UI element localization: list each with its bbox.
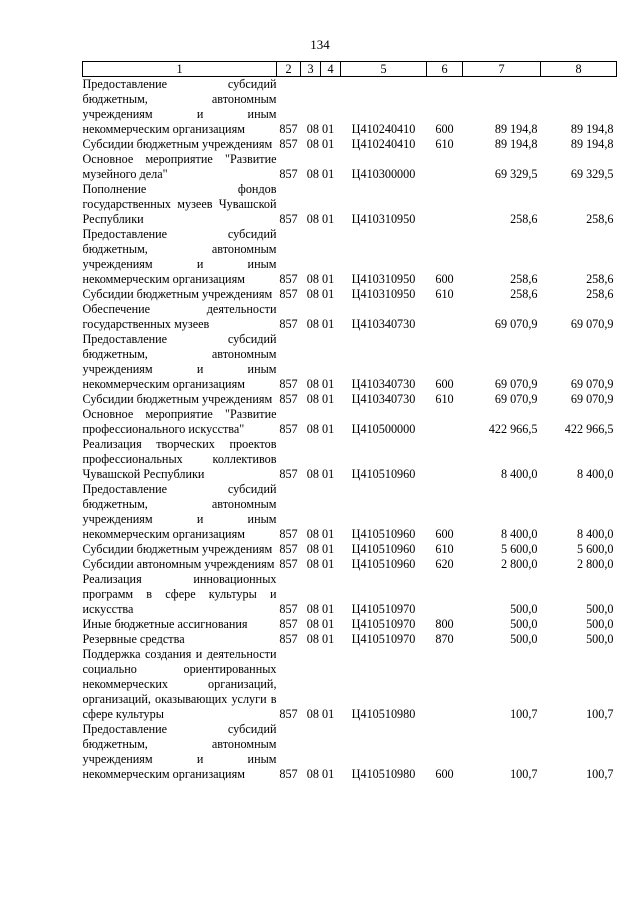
column-number-row xyxy=(83,62,617,77)
row-target-article: Ц410340730 xyxy=(351,377,416,391)
row-name: Иные бюджетные ассигнования xyxy=(82,617,248,631)
table-row xyxy=(83,557,617,572)
row-section-code: 08 01 xyxy=(306,527,335,541)
row-expense-type xyxy=(427,647,463,722)
row-amount-col8: 8 400,0 xyxy=(576,527,614,541)
row-ministry-code: 857 xyxy=(279,137,298,151)
row-section-code: 08 01 xyxy=(306,377,335,391)
row-ministry-code: 857 xyxy=(279,377,298,391)
row-amount-col8: 69 070,9 xyxy=(570,317,614,331)
table-row xyxy=(83,722,617,782)
table-row xyxy=(83,482,617,542)
row-target-article: Ц410310950 xyxy=(351,272,416,286)
budget-table xyxy=(82,61,617,782)
table-row xyxy=(83,437,617,482)
row-amount-col8: 258,6 xyxy=(586,212,614,226)
row-section-code: 08 01 xyxy=(306,542,335,556)
row-amount-col7: 5 600,0 xyxy=(500,542,538,556)
row-amount-col8: 89 194,8 xyxy=(570,122,614,136)
row-section-code: 08 01 xyxy=(306,167,335,181)
table-row xyxy=(83,227,617,287)
row-amount-col8: 69 070,9 xyxy=(570,377,614,391)
row-target-article: Ц410310950 xyxy=(351,287,416,301)
table-row xyxy=(83,542,617,557)
row-ministry-code: 857 xyxy=(279,212,298,226)
row-name: Предоставление субсидий бюджетным, автономным учреждениям и иным некоммерческим организациям xyxy=(82,77,277,136)
table-row xyxy=(83,617,617,632)
row-expense-type: 600 xyxy=(435,122,454,136)
row-ministry-code: 857 xyxy=(279,557,298,571)
table-header xyxy=(83,62,617,77)
row-name: Основное мероприятие "Развитие профессионального искусства" xyxy=(82,407,277,436)
row-ministry-code: 857 xyxy=(279,542,298,556)
row-target-article: Ц410310950 xyxy=(351,212,416,226)
row-amount-col7: 500,0 xyxy=(510,617,538,631)
row-expense-type xyxy=(427,437,463,482)
table-row xyxy=(83,182,617,227)
row-amount-col7: 258,6 xyxy=(510,287,538,301)
table-row xyxy=(83,137,617,152)
row-amount-col7: 69 070,9 xyxy=(494,392,538,406)
row-expense-type: 610 xyxy=(435,287,454,301)
row-target-article: Ц410510960 xyxy=(351,527,416,541)
row-amount-col7: 100,7 xyxy=(510,707,538,721)
row-amount-col8: 69 329,5 xyxy=(570,167,614,181)
table-row xyxy=(83,152,617,182)
row-amount-col8: 5 600,0 xyxy=(576,542,614,556)
row-amount-col7: 69 070,9 xyxy=(494,377,538,391)
column-header-6: 6 xyxy=(427,62,463,77)
row-section-code: 08 01 xyxy=(306,317,335,331)
row-section-code: 08 01 xyxy=(306,137,335,151)
row-ministry-code: 857 xyxy=(279,272,298,286)
column-header-3: 3 xyxy=(301,62,321,77)
table-row xyxy=(83,392,617,407)
table-row xyxy=(83,302,617,332)
table-row xyxy=(83,632,617,647)
row-target-article: Ц410340730 xyxy=(351,392,416,406)
row-section-code: 08 01 xyxy=(306,287,335,301)
row-amount-col8: 422 966,5 xyxy=(564,422,614,436)
row-name: Поддержка создания и деятельности социально ориентированных некоммерческих организаций, организаций, оказывающих услуги в сфере культуры xyxy=(82,647,277,721)
row-ministry-code: 857 xyxy=(279,392,298,406)
row-name: Субсидии бюджетным учреждениям xyxy=(82,542,273,556)
row-section-code: 08 01 xyxy=(306,122,335,136)
column-header-1: 1 xyxy=(83,62,277,77)
row-name: Основное мероприятие "Развитие музейного дела" xyxy=(82,152,277,181)
row-ministry-code: 857 xyxy=(279,287,298,301)
row-ministry-code: 857 xyxy=(279,122,298,136)
row-section-code: 08 01 xyxy=(306,617,335,631)
row-ministry-code: 857 xyxy=(279,467,298,481)
row-amount-col8: 500,0 xyxy=(586,602,614,616)
row-target-article: Ц410340730 xyxy=(351,317,416,331)
row-amount-col8: 100,7 xyxy=(586,767,614,781)
row-name: Пополнение фондов государственных музеев Чувашской Республики xyxy=(82,182,277,226)
row-amount-col7: 258,6 xyxy=(510,212,538,226)
row-amount-col7: 500,0 xyxy=(510,602,538,616)
row-expense-type xyxy=(427,407,463,437)
row-name: Предоставление субсидий бюджетным, автономным учреждениям и иным некоммерческим организациям xyxy=(82,332,277,391)
row-name: Предоставление субсидий бюджетным, автономным учреждениям и иным некоммерческим организациям xyxy=(82,482,277,541)
row-section-code: 08 01 xyxy=(306,707,335,721)
row-amount-col7: 89 194,8 xyxy=(494,122,538,136)
row-ministry-code: 857 xyxy=(279,317,298,331)
row-amount-col8: 258,6 xyxy=(586,287,614,301)
row-target-article: Ц410240410 xyxy=(351,122,416,136)
column-header-7: 7 xyxy=(463,62,541,77)
row-expense-type xyxy=(427,302,463,332)
row-target-article: Ц410500000 xyxy=(351,422,416,436)
row-amount-col8: 89 194,8 xyxy=(570,137,614,151)
row-section-code: 08 01 xyxy=(306,212,335,226)
row-section-code: 08 01 xyxy=(306,632,335,646)
row-amount-col7: 100,7 xyxy=(510,767,538,781)
column-header-4: 4 xyxy=(321,62,341,77)
row-expense-type: 600 xyxy=(435,767,454,781)
row-target-article: Ц410510960 xyxy=(351,542,416,556)
table-row xyxy=(83,332,617,392)
row-target-article: Ц410510980 xyxy=(351,707,416,721)
row-amount-col8: 2 800,0 xyxy=(576,557,614,571)
row-target-article: Ц410510960 xyxy=(351,467,416,481)
table-row xyxy=(83,287,617,302)
row-name: Резервные средства xyxy=(82,632,185,646)
row-expense-type: 610 xyxy=(435,137,454,151)
row-amount-col8: 8 400,0 xyxy=(576,467,614,481)
row-ministry-code: 857 xyxy=(279,422,298,436)
row-name: Реализация творческих проектов профессиональных коллективов Чувашской Республики xyxy=(82,437,277,481)
row-section-code: 08 01 xyxy=(306,272,335,286)
table-row xyxy=(83,647,617,722)
row-name: Субсидии бюджетным учреждениям xyxy=(82,392,273,406)
page-number: 134 xyxy=(310,37,330,52)
row-amount-col7: 258,6 xyxy=(510,272,538,286)
row-amount-col7: 8 400,0 xyxy=(500,527,538,541)
column-header-5: 5 xyxy=(341,62,427,77)
row-amount-col7: 69 329,5 xyxy=(494,167,538,181)
row-section-code: 08 01 xyxy=(306,767,335,781)
row-section-code: 08 01 xyxy=(306,422,335,436)
row-ministry-code: 857 xyxy=(279,617,298,631)
row-ministry-code: 857 xyxy=(279,767,298,781)
row-amount-col7: 89 194,8 xyxy=(494,137,538,151)
row-section-code: 08 01 xyxy=(306,557,335,571)
row-amount-col7: 8 400,0 xyxy=(500,467,538,481)
row-expense-type: 610 xyxy=(435,392,454,406)
row-ministry-code: 857 xyxy=(279,707,298,721)
row-expense-type: 800 xyxy=(435,617,454,631)
row-section-code: 08 01 xyxy=(306,602,335,616)
row-name: Реализация инновационных программ в сфере культуры и искусства xyxy=(82,572,277,616)
row-name: Обеспечение деятельности государственных музеев xyxy=(82,302,277,331)
row-target-article: Ц410510970 xyxy=(351,632,416,646)
row-amount-col8: 258,6 xyxy=(586,272,614,286)
row-amount-col7: 69 070,9 xyxy=(494,317,538,331)
row-target-article: Ц410510970 xyxy=(351,617,416,631)
row-expense-type: 870 xyxy=(435,632,454,646)
row-ministry-code: 857 xyxy=(279,602,298,616)
row-section-code: 08 01 xyxy=(306,392,335,406)
row-expense-type: 620 xyxy=(435,557,454,571)
row-expense-type: 600 xyxy=(435,527,454,541)
row-expense-type: 610 xyxy=(435,542,454,556)
row-amount-col7: 2 800,0 xyxy=(500,557,538,571)
table-body xyxy=(83,77,617,783)
row-ministry-code: 857 xyxy=(279,632,298,646)
row-name: Субсидии автономным учреждениям xyxy=(82,557,275,571)
row-expense-type xyxy=(427,182,463,227)
row-target-article: Ц410300000 xyxy=(351,167,416,181)
row-target-article: Ц410510970 xyxy=(351,602,416,616)
row-ministry-code: 857 xyxy=(279,527,298,541)
row-amount-col8: 500,0 xyxy=(586,632,614,646)
table-row xyxy=(83,77,617,138)
row-name: Субсидии бюджетным учреждениям xyxy=(82,287,273,301)
row-ministry-code: 857 xyxy=(279,167,298,181)
row-amount-col7: 500,0 xyxy=(510,632,538,646)
row-amount-col7: 422 966,5 xyxy=(488,422,538,436)
row-expense-type: 600 xyxy=(435,272,454,286)
table-row xyxy=(83,572,617,617)
row-section-code: 08 01 xyxy=(306,467,335,481)
row-target-article: Ц410510960 xyxy=(351,557,416,571)
row-expense-type xyxy=(427,152,463,182)
table-row xyxy=(83,407,617,437)
row-name: Субсидии бюджетным учреждениям xyxy=(82,137,273,151)
row-name: Предоставление субсидий бюджетным, автономным учреждениям и иным некоммерческим организациям xyxy=(82,722,277,781)
row-amount-col8: 69 070,9 xyxy=(570,392,614,406)
column-header-8: 8 xyxy=(541,62,617,77)
row-amount-col8: 500,0 xyxy=(586,617,614,631)
row-target-article: Ц410510980 xyxy=(351,767,416,781)
row-expense-type: 600 xyxy=(435,377,454,391)
row-target-article: Ц410240410 xyxy=(351,137,416,151)
row-expense-type xyxy=(427,572,463,617)
row-amount-col8: 100,7 xyxy=(586,707,614,721)
row-name: Предоставление субсидий бюджетным, автономным учреждениям и иным некоммерческим организациям xyxy=(82,227,277,286)
column-header-2: 2 xyxy=(277,62,301,77)
